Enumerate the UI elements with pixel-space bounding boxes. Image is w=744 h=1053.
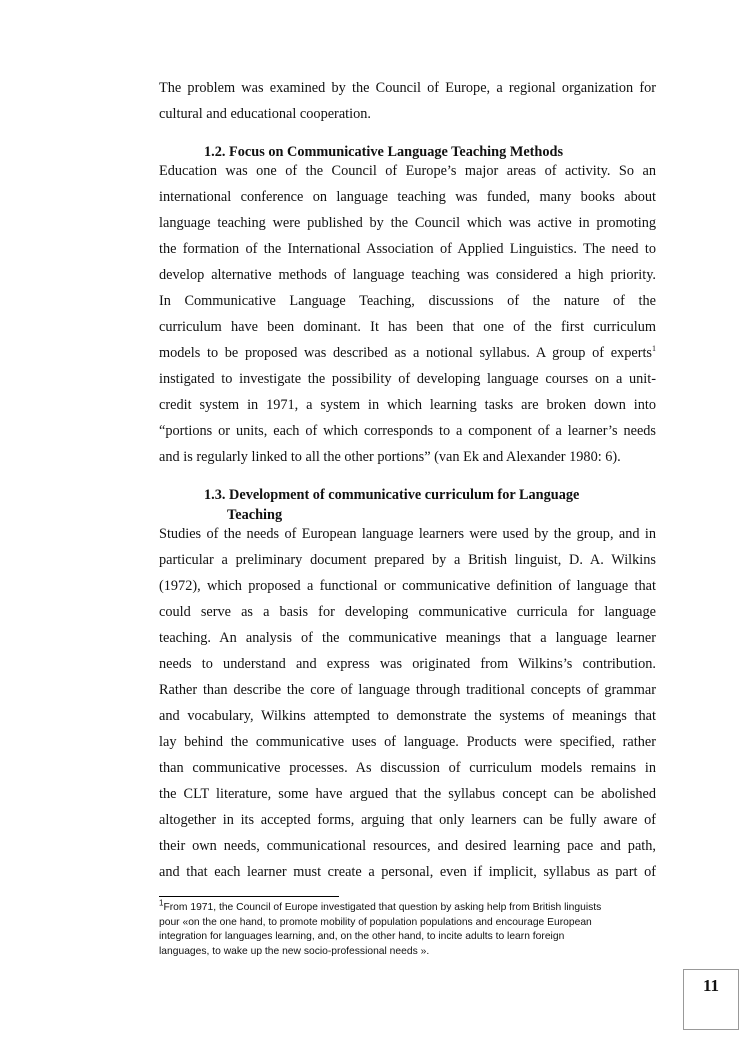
text-line: cultural and educational cooperation. bbox=[159, 106, 371, 122]
page-number: 11 bbox=[702, 976, 720, 995]
footnote-line: languages, to wake up the new socio-professional needs ». bbox=[159, 945, 430, 957]
text-line: the CLT literature, some have argued that the syllabus concept can be abolished bbox=[159, 786, 656, 802]
footnote-line bbox=[159, 898, 659, 916]
footnote-text: From 1971, the Council of Europe investigated that question by asking help from British linguists bbox=[163, 902, 602, 913]
text-line: could serve as a basis for developing communicative curricula for language bbox=[159, 604, 656, 620]
text-line: and is regularly linked to all the other portions” (van Ek and Alexander 1980: 6). bbox=[159, 449, 621, 465]
section-heading-1-2: 1.2. Focus on Communicative Language Teaching Methods bbox=[204, 144, 564, 160]
paragraph-intro bbox=[159, 75, 656, 127]
paragraph-1-3 bbox=[159, 521, 656, 885]
paragraph-1-2 bbox=[159, 158, 656, 470]
text-line: “portions or units, each of which corresponds to a component of a learner’s needs bbox=[159, 423, 656, 439]
footnote-marker: 1 bbox=[159, 898, 164, 908]
footnote-line: pour «on the one hand, to promote mobility of population populations and encourage European bbox=[159, 916, 592, 928]
text-line: Education was one of the Council of Europe’s major areas of activity. So an bbox=[159, 163, 656, 179]
text-line: develop alternative methods of language teaching was considered a high priority. bbox=[159, 267, 656, 283]
heading-line: Teaching bbox=[227, 507, 283, 523]
text-line: lay behind the communicative uses of language. Products were specified, rather bbox=[159, 734, 656, 750]
text-line: than communicative processes. As discussion of curriculum models remains in bbox=[159, 760, 656, 776]
text-line: altogether in its accepted forms, arguing that only learners can be fully aware of bbox=[159, 812, 656, 828]
text-line: language teaching were published by the Council which was active in promoting bbox=[159, 215, 656, 231]
text-line: In Communicative Language Teaching, discussions of the nature of the bbox=[159, 293, 656, 309]
text-line: Studies of the needs of European language learners were used by the group, and in bbox=[159, 526, 656, 542]
heading-line: 1.3. Development of communicative curriculum for Language bbox=[204, 487, 580, 503]
text-line: teaching. An analysis of the communicative meanings that a language learner bbox=[159, 630, 656, 646]
text-line: their own needs, communicational resources, and desired learning pace and path, bbox=[159, 838, 656, 854]
footnote-line: integration for languages learning, and, on the other hand, to incite adults to learn foreign bbox=[159, 931, 565, 942]
text-line: international conference on language teaching was funded, many books about bbox=[159, 189, 656, 205]
footnote bbox=[159, 898, 659, 959]
text-line: (1972), which proposed a functional or communicative definition of language that bbox=[159, 578, 656, 594]
text-line: models to be proposed was described as a notional syllabus. A group of experts$^1$ bbox=[159, 344, 656, 361]
footnote-reference: 1 bbox=[652, 344, 656, 354]
text-line: particular a preliminary document prepared by a British linguist, D. A. Wilkins bbox=[159, 552, 656, 568]
footnote-separator bbox=[159, 896, 339, 897]
text-line: and that each learner must create a personal, even if implicit, syllabus as part of bbox=[159, 864, 656, 880]
text-line: credit system in 1971, a system in which learning tasks are broken down into bbox=[159, 397, 656, 413]
text-line: and vocabulary, Wilkins attempted to demonstrate the systems of meanings that bbox=[159, 708, 656, 724]
text-line: needs to understand and express was originated from Wilkins’s contribution. bbox=[159, 656, 656, 672]
text-line: The problem was examined by the Council of Europe, a regional organization for bbox=[159, 80, 656, 96]
text-line: instigated to investigate the possibility of developing language courses on a unit- bbox=[159, 371, 656, 387]
page-number-box bbox=[683, 969, 739, 1030]
text-line: Rather than describe the core of language through traditional concepts of grammar bbox=[159, 682, 656, 698]
section-heading-1-3 bbox=[204, 485, 579, 525]
text-line: curriculum have been dominant. It has been that one of the first curriculum bbox=[159, 319, 656, 335]
text-line: the formation of the International Association of Applied Linguistics. The need to bbox=[159, 241, 656, 257]
